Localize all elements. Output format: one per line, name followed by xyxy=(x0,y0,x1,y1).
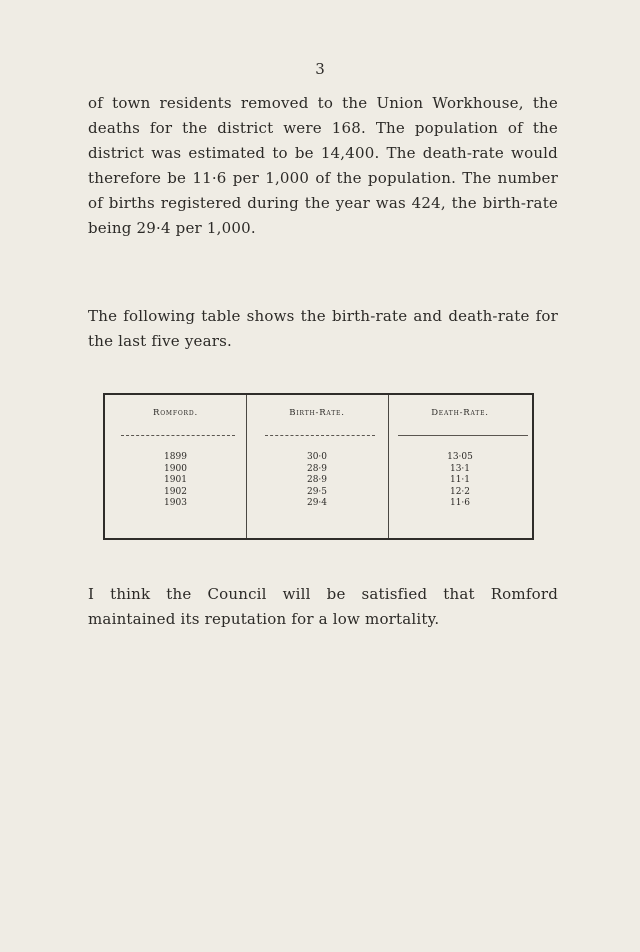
header-romford: Romford. xyxy=(153,408,198,418)
year-cell: 1899 xyxy=(164,452,187,462)
birth-rate-cell: 29·4 xyxy=(306,498,328,508)
rates-table xyxy=(103,393,534,540)
year-cell: 1902 xyxy=(164,486,187,497)
header-rule xyxy=(265,435,375,436)
birth-rate-column xyxy=(246,452,388,510)
year-cell: 1901 xyxy=(164,475,187,485)
paragraph-conclusion: I think the Council will be satisfied that Romford maintained its reputation for a low mortality. xyxy=(88,585,558,628)
header-rule xyxy=(121,435,235,436)
birth-rate-cell: 29·5 xyxy=(306,486,328,497)
header-death-rate: Death-Rate. xyxy=(431,408,489,418)
death-rate-cell: 11·6 xyxy=(449,498,471,508)
header-birth-rate: Birth-Rate. xyxy=(289,408,345,418)
birth-rate-cell: 28·9 xyxy=(306,475,328,485)
death-rate-cell: 12·2 xyxy=(449,486,471,497)
year-cell: 1903 xyxy=(164,498,187,508)
birth-rate-cell: 30·0 xyxy=(306,452,328,462)
death-rate-cell: 13·1 xyxy=(449,463,471,474)
death-rate-cell: 11·1 xyxy=(449,475,471,485)
header-rule xyxy=(398,435,528,436)
death-rate-cell: 13·05 xyxy=(447,452,473,462)
page-number: 3 xyxy=(315,60,325,78)
year-column xyxy=(105,452,246,510)
birth-rate-cell: 28·9 xyxy=(306,463,328,474)
paragraph-intro: of town residents removed to the Union Workhouse, the deaths for the district were 168. The population of the district was estimated to be 14,400. The death-rate would therefore be 11·6 per 1,000 of the population. The number of births registered during the year was 424, the birth-rate being 29·4 per 1,000. xyxy=(88,94,558,237)
death-rate-column xyxy=(388,452,532,510)
paragraph-table-intro: The following table shows the birth-rate and death-rate for the last five years. xyxy=(88,307,558,350)
year-cell: 1900 xyxy=(164,463,187,474)
